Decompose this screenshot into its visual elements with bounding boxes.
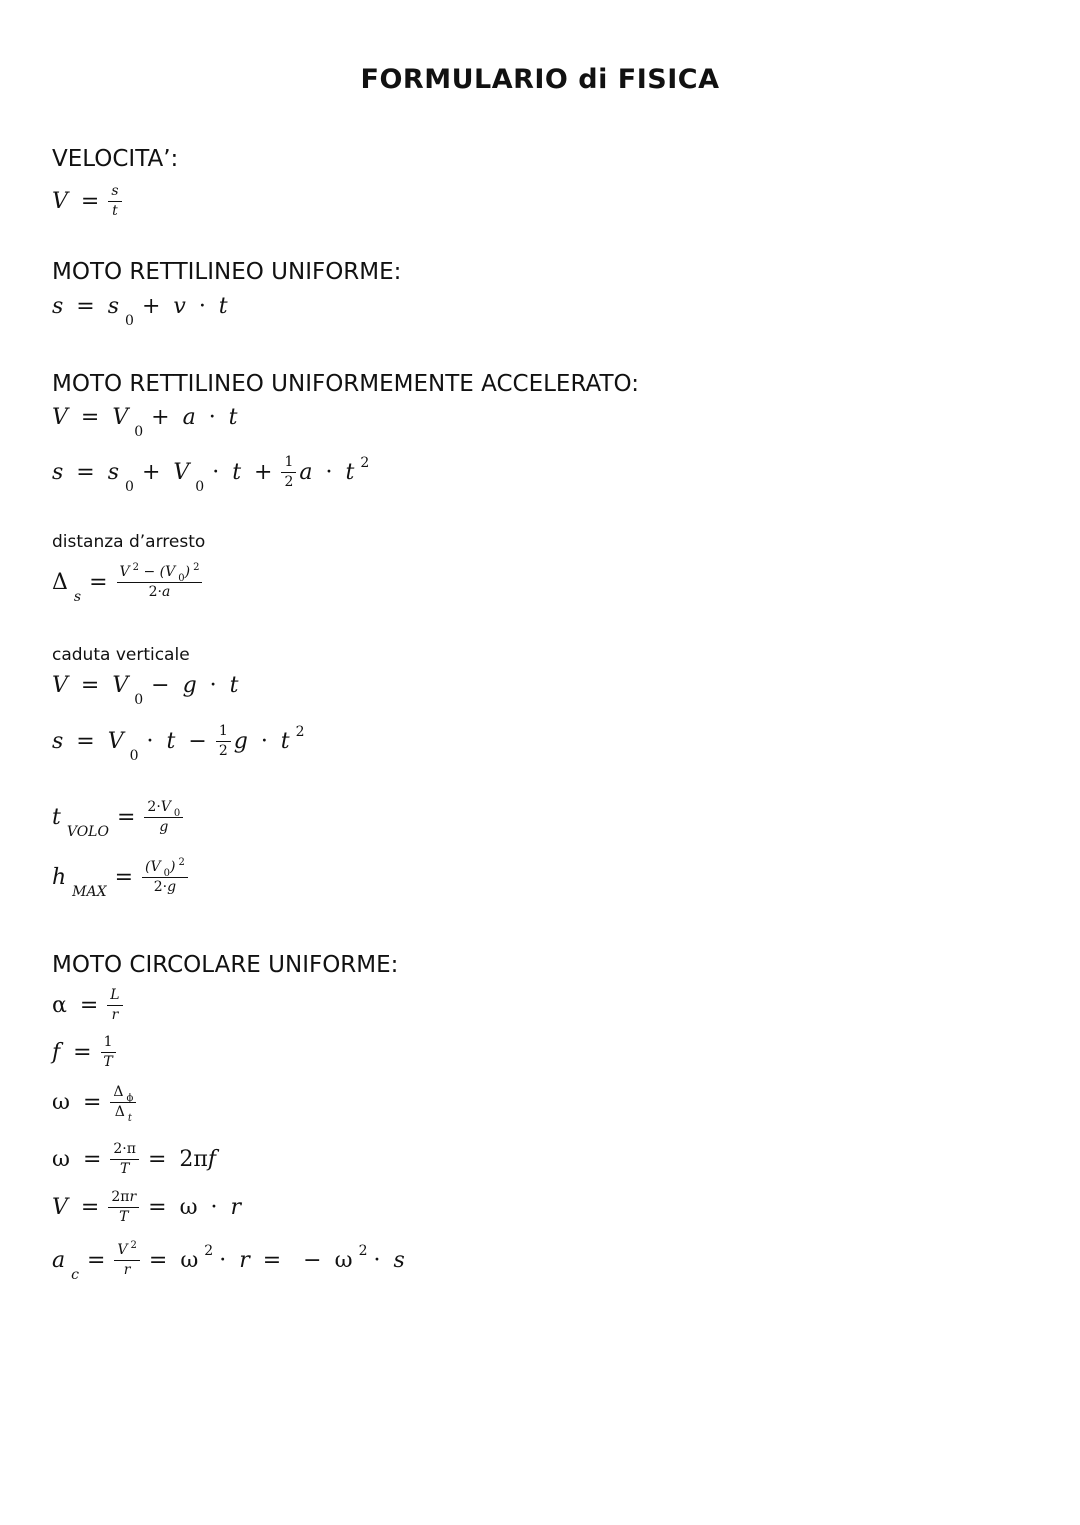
- formula-caduta-velocity: $V = V_0- g \cdot t$: [52, 673, 239, 708]
- formula-arresto: $\Delta_s=$ $\frac{V ^2 - (V _0) ^2}{2\cdot a}$: [52, 565, 205, 601]
- formula-omega-periodo: ω = $\frac{2\cdot\pi}{T}$ = 2πf: [52, 1141, 217, 1178]
- formula-mrua-velocity: $V = V_0+ a \cdot t$: [52, 405, 238, 440]
- formula-caduta-position: $s = V_0\cdot t$ − $\frac{1}{2}$ g · t $^2$: [52, 723, 305, 764]
- page-title: FORMULARIO di FISICA: [360, 64, 720, 95]
- formula-velocita-tangenziale: V = $\frac{2\pi r}{T}$ = ω · r: [52, 1189, 242, 1226]
- formula-velocita: V = $\frac{s}{t}$: [52, 184, 125, 220]
- subheading-caduta: caduta verticale: [52, 645, 190, 665]
- section-heading-mcu: MOTO CIRCOLARE UNIFORME:: [52, 952, 399, 978]
- section-heading-mrua: MOTO RETTILINEO UNIFORMEMENTE ACCELERATO:: [52, 371, 639, 397]
- formula-angolo: α = $\frac{L}{r}$: [52, 988, 126, 1024]
- formula-omega-delta: ω = $\frac{\Delta _\phi}{\Delta _t}$: [52, 1085, 139, 1121]
- section-heading-velocita: VELOCITA’:: [52, 146, 179, 172]
- section-heading-mru: MOTO RETTILINEO UNIFORME:: [52, 259, 402, 285]
- formula-accelerazione-centripeta: $a_c=$ $\frac{V ^2}{r}$ = ω $^2$ · r = − ω $^2$ · s: [52, 1240, 405, 1283]
- formula-frequenza: f = $\frac{1}{T}$: [52, 1035, 119, 1071]
- subheading-arresto: distanza d’arresto: [52, 532, 206, 552]
- formula-mrua-position: $s = s_0+ V_0\cdot t$ + $\frac{1}{2}$ a · t $^2$: [52, 454, 370, 495]
- formula-tempo-volo: $t_{VOLO}=$ $\frac{2\cdot V _0}{g}$: [52, 800, 186, 836]
- formula-altezza-max: $h_{MAX}=$ $\frac{(V _0) ^2}{2\cdot g}$: [52, 860, 191, 896]
- formula-mru: $s = s_0+ v \cdot t$: [52, 294, 228, 329]
